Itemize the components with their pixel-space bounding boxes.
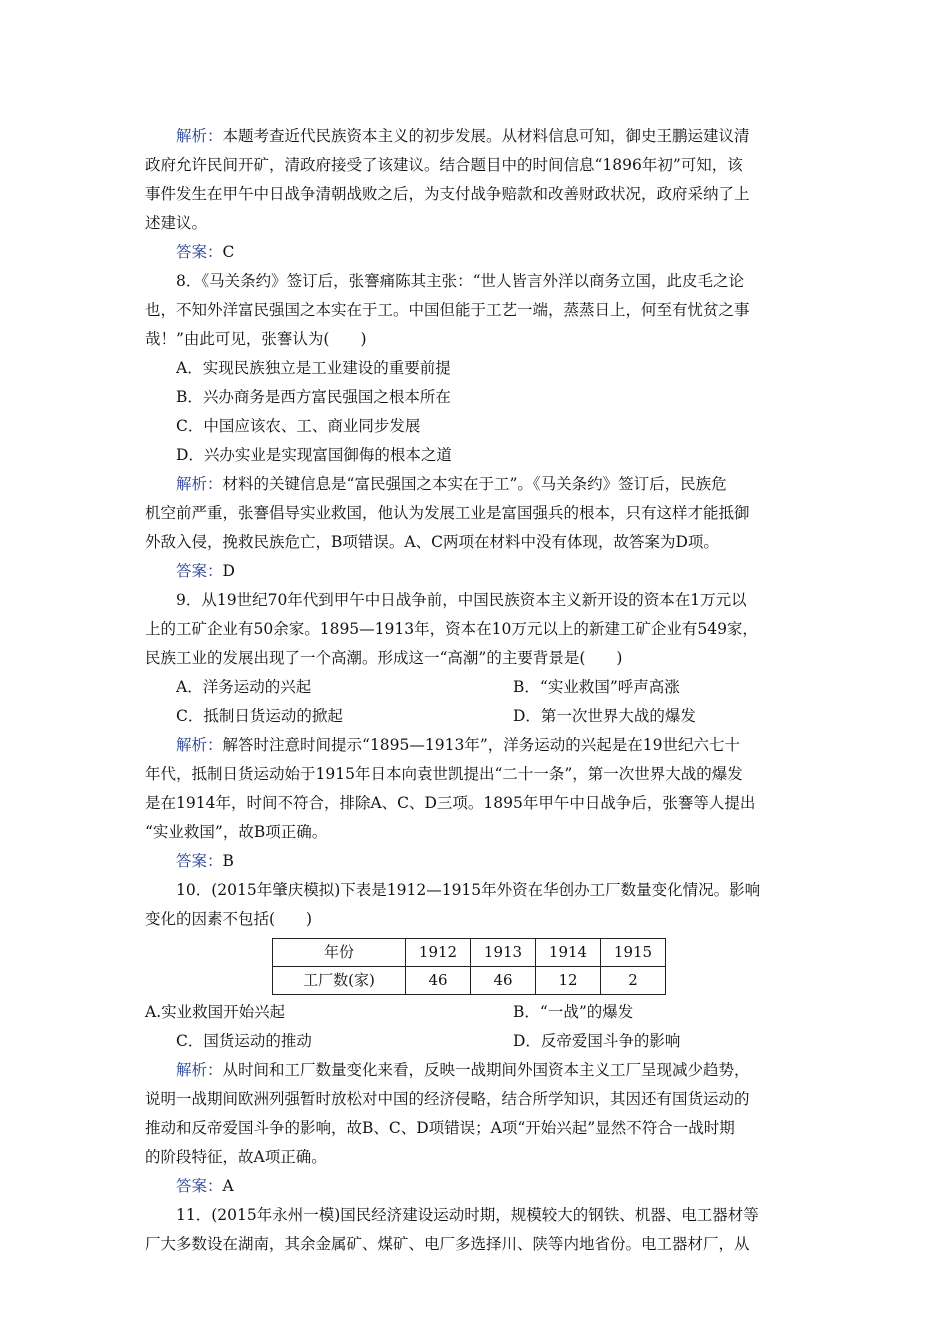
q9-option-d: D．第一次世界大战的爆发 bbox=[513, 707, 696, 725]
table-cell: 12 bbox=[536, 967, 601, 995]
document-page bbox=[145, 122, 810, 1259]
q9-options-row-1 bbox=[145, 673, 810, 702]
analysis-label: 解析： bbox=[176, 1061, 223, 1079]
q7-analysis-line-2: 政府允许民间开矿，清政府接受了该建议。结合题目中的时间信息“1896年初”可知，该 bbox=[145, 156, 743, 174]
q9-analysis-line-2: 年代，抵制日货运动始于1915年日本向袁世凯提出“二十一条”，第一次世界大战的爆发 bbox=[145, 765, 743, 783]
q9-option-a: A．洋务运动的兴起 bbox=[176, 678, 312, 696]
q10-option-c: C．国货运动的推动 bbox=[176, 1032, 312, 1050]
factory-count-table bbox=[272, 938, 666, 995]
table-cell: 1913 bbox=[471, 939, 536, 967]
q8-answer: 答案：D bbox=[176, 562, 235, 580]
answer-label: 答案： bbox=[176, 852, 223, 870]
q9-stem-line-2: 上的工矿企业有50余家。1895—1913年，资本在10万元以上的新建工矿企业有549家， bbox=[145, 620, 758, 638]
table-cell: 46 bbox=[406, 967, 471, 995]
q7-analysis-line-4: 述建议。 bbox=[145, 214, 208, 232]
q10-analysis-line-1: 解析：从时间和工厂数量变化来看，反映一战期间外国资本主义工厂呈现减少趋势， bbox=[176, 1061, 750, 1079]
q7-analysis-line-3: 事件发生在甲午中日战争清朝战败之后，为支付战争赔款和改善财政状况，政府采纳了上 bbox=[145, 185, 750, 203]
table-cell: 2 bbox=[601, 967, 666, 995]
q10-option-b: B．“一战”的爆发 bbox=[513, 1003, 634, 1021]
q8-stem-line-3: 哉！”由此可见，张謇认为( ) bbox=[145, 330, 367, 348]
table-cell: 46 bbox=[471, 967, 536, 995]
q8-stem-line-1: 8．《马关条约》签订后，张謇痛陈其主张：“世人皆言外洋以商务立国，此皮毛之论 bbox=[176, 272, 745, 290]
q7-answer: 答案：C bbox=[176, 243, 235, 261]
table-row bbox=[273, 939, 666, 967]
q10-stem-line-1: 10．(2015年肇庆模拟)下表是1912—1915年外资在华创办工厂数量变化情况。影响 bbox=[176, 881, 761, 899]
q10-option-d: D．反帝爱国斗争的影响 bbox=[513, 1032, 681, 1050]
q9-stem-line-3: 民族工业的发展出现了一个高潮。形成这一“高潮”的主要背景是( ) bbox=[145, 649, 623, 667]
q7-analysis-line-1: 解析：本题考查近代民族资本主义的初步发展。从材料信息可知，御史王鹏运建议清 bbox=[176, 127, 750, 145]
q9-analysis-line-1: 解析：解答时注意时间提示“1895—1913年”，洋务运动的兴起是在19世纪六七十 bbox=[176, 736, 740, 754]
table-cell: 1914 bbox=[536, 939, 601, 967]
q9-stem-line-1: 9．从19世纪70年代到甲午中日战争前，中国民族资本主义新开设的资本在1万元以 bbox=[176, 591, 747, 609]
q8-analysis-line-2: 机空前严重，张謇倡导实业救国，他认为发展工业是富国强兵的根本，只有这样才能抵御 bbox=[145, 504, 750, 522]
q10-analysis-line-3: 推动和反帝爱国斗争的影响，故B、C、D项错误；A项“开始兴起”显然不符合一战时期 bbox=[145, 1119, 735, 1137]
analysis-label: 解析： bbox=[176, 127, 223, 145]
q10-analysis-line-4: 的阶段特征，故A项正确。 bbox=[145, 1148, 327, 1166]
answer-label: 答案： bbox=[176, 1177, 223, 1195]
q8-option-b: B．兴办商务是西方富民强国之根本所在 bbox=[176, 388, 451, 406]
q10-options-row-1 bbox=[145, 998, 810, 1027]
table-row bbox=[273, 967, 666, 995]
q8-analysis-line-1: 解析：材料的关键信息是“富民强国之本实在于工”。《马关条约》签订后，民族危 bbox=[176, 475, 727, 493]
q8-analysis-line-3: 外敌入侵，挽救民族危亡，B项错误。A、C两项在材料中没有体现，故答案为D项。 bbox=[145, 533, 719, 551]
q9-option-c: C．抵制日货运动的掀起 bbox=[176, 707, 343, 725]
q10-answer: 答案：A bbox=[176, 1177, 234, 1195]
q8-stem-line-2: 也，不知外洋富民强国之本实在于工。中国但能于工艺一端，蒸蒸日上，何至有忧贫之事 bbox=[145, 301, 750, 319]
q11-stem-line-1: 11．(2015年永州一模)国民经济建设运动时期，规模较大的钢铁、机器、电工器材等 bbox=[176, 1206, 759, 1224]
table-cell: 1912 bbox=[406, 939, 471, 967]
q9-answer: 答案：B bbox=[176, 852, 234, 870]
q8-option-a: A．实现民族独立是工业建设的重要前提 bbox=[176, 359, 451, 377]
q8-option-c: C．中国应该农、工、商业同步发展 bbox=[176, 417, 421, 435]
q10-option-a: A.实业救国开始兴起 bbox=[145, 1003, 286, 1021]
q11-stem-line-2: 厂大多数设在湖南，其余金属矿、煤矿、电厂多选择川、陕等内地省份。电工器材厂，从 bbox=[145, 1235, 750, 1253]
analysis-label: 解析： bbox=[176, 736, 223, 754]
table-cell: 1915 bbox=[601, 939, 666, 967]
q9-analysis-line-4: “实业救国”，故B项正确。 bbox=[145, 823, 328, 841]
q10-options-row-2 bbox=[145, 1027, 810, 1056]
q9-analysis-line-3: 是在1914年，时间不符合，排除A、C、D三项。1895年甲午中日战争后，张謇等人提出 bbox=[145, 794, 756, 812]
q9-option-b: B．“实业救国”呼声高涨 bbox=[513, 678, 680, 696]
table-cell: 年份 bbox=[273, 939, 406, 967]
q10-analysis-line-2: 说明一战期间欧洲列强暂时放松对中国的经济侵略，结合所学知识，其因还有国货运动的 bbox=[145, 1090, 750, 1108]
analysis-label: 解析： bbox=[176, 475, 223, 493]
q10-stem-line-2: 变化的因素不包括( ) bbox=[145, 910, 313, 928]
answer-label: 答案： bbox=[176, 562, 223, 580]
q9-options-row-2 bbox=[145, 702, 810, 731]
q8-option-d: D．兴办实业是实现富国御侮的根本之道 bbox=[176, 446, 452, 464]
table-cell: 工厂数(家) bbox=[273, 967, 406, 995]
answer-label: 答案： bbox=[176, 243, 223, 261]
